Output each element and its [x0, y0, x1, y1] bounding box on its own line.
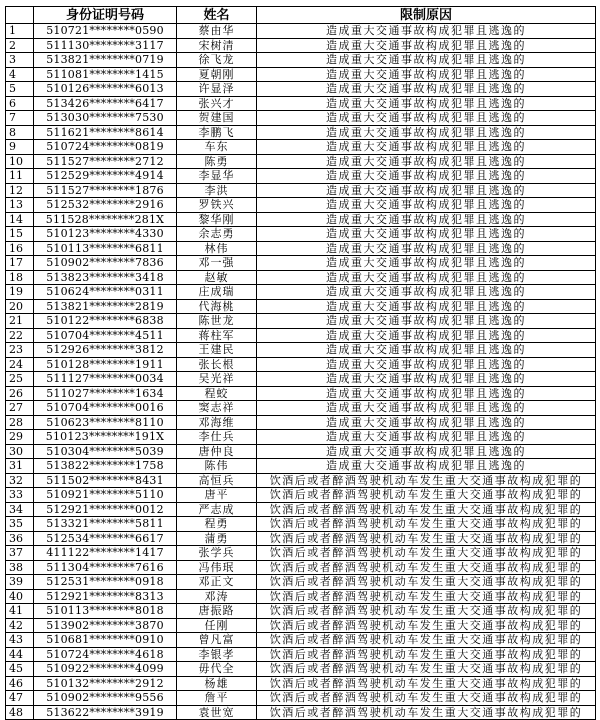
row-id-number: 510304********5039	[34, 444, 177, 459]
table-row	[6, 604, 596, 619]
row-id-number: 511528********281X	[34, 212, 177, 227]
table-row	[6, 488, 596, 503]
table-row	[6, 343, 596, 358]
row-number: 25	[6, 372, 34, 387]
table-row	[6, 212, 596, 227]
row-id-number: 510724********4618	[34, 647, 177, 662]
row-id-number: 513321********5811	[34, 517, 177, 532]
row-id-number: 512921********0012	[34, 502, 177, 517]
row-reason: 饮酒后或者醉酒驾驶机动车发生重大交通事故构成犯罪的	[257, 546, 596, 561]
row-reason: 饮酒后或者醉酒驾驶机动车发生重大交通事故构成犯罪的	[257, 517, 596, 532]
row-reason: 饮酒后或者醉酒驾驶机动车发生重大交通事故构成犯罪的	[257, 676, 596, 691]
row-reason: 造成重大交通事故构成犯罪且逃逸的	[257, 53, 596, 68]
row-id-number: 513822********1758	[34, 459, 177, 474]
row-reason: 饮酒后或者醉酒驾驶机动车发生重大交通事故构成犯罪的	[257, 502, 596, 517]
row-name: 赵敏	[177, 270, 257, 285]
table-row	[6, 502, 596, 517]
row-number: 24	[6, 357, 34, 372]
row-number: 20	[6, 299, 34, 314]
row-name: 程勇	[177, 517, 257, 532]
row-number: 39	[6, 575, 34, 590]
row-id-number: 512921********8313	[34, 589, 177, 604]
row-name: 曾凡富	[177, 633, 257, 648]
table-row	[6, 473, 596, 488]
row-id-number: 510902********7836	[34, 256, 177, 271]
row-id-number: 511527********1876	[34, 183, 177, 198]
table-row	[6, 38, 596, 53]
row-id-number: 510132********2912	[34, 676, 177, 691]
row-number: 45	[6, 662, 34, 677]
row-name: 吴光祥	[177, 372, 257, 387]
table-row	[6, 111, 596, 126]
row-id-number: 513823********3418	[34, 270, 177, 285]
row-reason: 造成重大交通事故构成犯罪且逃逸的	[257, 430, 596, 445]
row-number: 31	[6, 459, 34, 474]
table-row	[6, 691, 596, 706]
row-reason: 造成重大交通事故构成犯罪且逃逸的	[257, 285, 596, 300]
row-reason: 造成重大交通事故构成犯罪且逃逸的	[257, 343, 596, 358]
row-number: 17	[6, 256, 34, 271]
row-number: 33	[6, 488, 34, 503]
row-id-number: 511621********8614	[34, 125, 177, 140]
table-row	[6, 372, 596, 387]
row-number: 43	[6, 633, 34, 648]
row-id-number: 513622********3919	[34, 705, 177, 720]
row-reason: 造成重大交通事故构成犯罪且逃逸的	[257, 459, 596, 474]
row-name: 蔡由华	[177, 24, 257, 39]
row-id-number: 513030********7530	[34, 111, 177, 126]
table-row	[6, 299, 596, 314]
row-id-number: 511081********1415	[34, 67, 177, 82]
row-name: 贺建国	[177, 111, 257, 126]
row-id-number: 510921********5110	[34, 488, 177, 503]
row-reason: 造成重大交通事故构成犯罪且逃逸的	[257, 67, 596, 82]
table-row	[6, 401, 596, 416]
row-name: 程蛟	[177, 386, 257, 401]
row-id-number: 511304********7616	[34, 560, 177, 575]
table-row	[6, 546, 596, 561]
row-reason: 造成重大交通事故构成犯罪且逃逸的	[257, 183, 596, 198]
row-number: 2	[6, 38, 34, 53]
row-name: 唐平	[177, 488, 257, 503]
row-number: 19	[6, 285, 34, 300]
row-reason: 造成重大交通事故构成犯罪且逃逸的	[257, 198, 596, 213]
header-reason: 限制原因	[257, 7, 596, 24]
row-number: 14	[6, 212, 34, 227]
row-name: 袁世宽	[177, 705, 257, 720]
row-number: 34	[6, 502, 34, 517]
table-row	[6, 459, 596, 474]
row-name: 任刚	[177, 618, 257, 633]
row-name: 唐仲良	[177, 444, 257, 459]
row-reason: 造成重大交通事故构成犯罪且逃逸的	[257, 386, 596, 401]
row-name: 蒋柱军	[177, 328, 257, 343]
row-name: 林伟	[177, 241, 257, 256]
row-name: 严志成	[177, 502, 257, 517]
row-reason: 造成重大交通事故构成犯罪且逃逸的	[257, 270, 596, 285]
row-number: 16	[6, 241, 34, 256]
row-name: 庄成瑞	[177, 285, 257, 300]
table-row	[6, 705, 596, 720]
table-header-row	[6, 7, 596, 24]
row-reason: 造成重大交通事故构成犯罪且逃逸的	[257, 314, 596, 329]
row-number: 40	[6, 589, 34, 604]
table-row	[6, 444, 596, 459]
row-reason: 饮酒后或者醉酒驾驶机动车发生重大交通事故构成犯罪的	[257, 647, 596, 662]
table-row	[6, 227, 596, 242]
row-id-number: 510126********6013	[34, 82, 177, 97]
table-row	[6, 531, 596, 546]
row-id-number: 510721********0590	[34, 24, 177, 39]
row-reason: 饮酒后或者醉酒驾驶机动车发生重大交通事故构成犯罪的	[257, 705, 596, 720]
row-id-number: 510624********0311	[34, 285, 177, 300]
row-name: 杨雄	[177, 676, 257, 691]
row-reason: 饮酒后或者醉酒驾驶机动车发生重大交通事故构成犯罪的	[257, 531, 596, 546]
row-number: 38	[6, 560, 34, 575]
row-reason: 造成重大交通事故构成犯罪且逃逸的	[257, 357, 596, 372]
row-id-number: 510623********8110	[34, 415, 177, 430]
row-number: 32	[6, 473, 34, 488]
row-name: 陈世龙	[177, 314, 257, 329]
row-number: 11	[6, 169, 34, 184]
document-page	[5, 6, 596, 720]
row-name: 代海桃	[177, 299, 257, 314]
row-name: 邓正文	[177, 575, 257, 590]
row-number: 41	[6, 604, 34, 619]
row-name: 李鹏飞	[177, 125, 257, 140]
row-number: 4	[6, 67, 34, 82]
row-number: 28	[6, 415, 34, 430]
row-name: 邓一强	[177, 256, 257, 271]
row-id-number: 511527********2712	[34, 154, 177, 169]
row-reason: 饮酒后或者醉酒驾驶机动车发生重大交通事故构成犯罪的	[257, 575, 596, 590]
row-name: 邓海维	[177, 415, 257, 430]
row-name: 许显泽	[177, 82, 257, 97]
row-number: 26	[6, 386, 34, 401]
row-reason: 造成重大交通事故构成犯罪且逃逸的	[257, 444, 596, 459]
row-reason: 造成重大交通事故构成犯罪且逃逸的	[257, 372, 596, 387]
row-name: 宋树清	[177, 38, 257, 53]
table-row	[6, 517, 596, 532]
row-number: 13	[6, 198, 34, 213]
row-number: 1	[6, 24, 34, 39]
row-reason: 造成重大交通事故构成犯罪且逃逸的	[257, 140, 596, 155]
row-number: 5	[6, 82, 34, 97]
row-id-number: 510704********0016	[34, 401, 177, 416]
row-number: 15	[6, 227, 34, 242]
row-name: 王建民	[177, 343, 257, 358]
table-row	[6, 415, 596, 430]
row-reason: 饮酒后或者醉酒驾驶机动车发生重大交通事故构成犯罪的	[257, 633, 596, 648]
row-reason: 造成重大交通事故构成犯罪且逃逸的	[257, 328, 596, 343]
table-row	[6, 154, 596, 169]
row-number: 47	[6, 691, 34, 706]
row-name: 陈伟	[177, 459, 257, 474]
row-reason: 饮酒后或者醉酒驾驶机动车发生重大交通事故构成犯罪的	[257, 589, 596, 604]
table-row	[6, 53, 596, 68]
row-name: 张长根	[177, 357, 257, 372]
row-name: 李仕兵	[177, 430, 257, 445]
row-name: 夏朝刚	[177, 67, 257, 82]
row-number: 8	[6, 125, 34, 140]
row-id-number: 512534********6617	[34, 531, 177, 546]
row-reason: 造成重大交通事故构成犯罪且逃逸的	[257, 154, 596, 169]
row-name: 李洪	[177, 183, 257, 198]
row-reason: 造成重大交通事故构成犯罪且逃逸的	[257, 96, 596, 111]
row-reason: 饮酒后或者醉酒驾驶机动车发生重大交通事故构成犯罪的	[257, 604, 596, 619]
row-number: 3	[6, 53, 34, 68]
table-row	[6, 82, 596, 97]
row-name: 高恒兵	[177, 473, 257, 488]
row-reason: 造成重大交通事故构成犯罪且逃逸的	[257, 212, 596, 227]
table-row	[6, 169, 596, 184]
header-id-number: 身份证明号码	[34, 7, 177, 24]
row-number: 35	[6, 517, 34, 532]
row-id-number: 510113********8018	[34, 604, 177, 619]
row-number: 37	[6, 546, 34, 561]
row-name: 邓涛	[177, 589, 257, 604]
row-number: 48	[6, 705, 34, 720]
row-id-number: 512531********0918	[34, 575, 177, 590]
table-row	[6, 560, 596, 575]
row-id-number: 511027********1634	[34, 386, 177, 401]
table-body	[6, 24, 596, 720]
row-reason: 造成重大交通事故构成犯罪且逃逸的	[257, 256, 596, 271]
table-row	[6, 589, 596, 604]
row-name: 陈勇	[177, 154, 257, 169]
row-reason: 造成重大交通事故构成犯罪且逃逸的	[257, 401, 596, 416]
row-number: 23	[6, 343, 34, 358]
table-row	[6, 575, 596, 590]
row-name: 罗铁兴	[177, 198, 257, 213]
table-row	[6, 676, 596, 691]
row-name: 车东	[177, 140, 257, 155]
row-id-number: 510902********9556	[34, 691, 177, 706]
row-id-number: 511130********3117	[34, 38, 177, 53]
row-id-number: 512926********3812	[34, 343, 177, 358]
table-row	[6, 357, 596, 372]
row-number: 9	[6, 140, 34, 155]
row-id-number: 510122********6838	[34, 314, 177, 329]
row-number: 21	[6, 314, 34, 329]
row-reason: 造成重大交通事故构成犯罪且逃逸的	[257, 111, 596, 126]
table-row	[6, 647, 596, 662]
table-row	[6, 198, 596, 213]
table-row	[6, 386, 596, 401]
row-number: 10	[6, 154, 34, 169]
row-id-number: 510128********1911	[34, 357, 177, 372]
row-name: 冯伟珉	[177, 560, 257, 575]
row-number: 18	[6, 270, 34, 285]
row-number: 29	[6, 430, 34, 445]
row-id-number: 510922********4099	[34, 662, 177, 677]
row-id-number: 510704********4511	[34, 328, 177, 343]
row-number: 12	[6, 183, 34, 198]
table-row	[6, 328, 596, 343]
row-id-number: 513821********2819	[34, 299, 177, 314]
row-number: 30	[6, 444, 34, 459]
row-reason: 造成重大交通事故构成犯罪且逃逸的	[257, 415, 596, 430]
row-name: 余志勇	[177, 227, 257, 242]
row-reason: 造成重大交通事故构成犯罪且逃逸的	[257, 24, 596, 39]
table-row	[6, 96, 596, 111]
table-row	[6, 618, 596, 633]
row-name: 窦志祥	[177, 401, 257, 416]
row-id-number: 512532********2916	[34, 198, 177, 213]
row-number: 46	[6, 676, 34, 691]
row-number: 36	[6, 531, 34, 546]
row-reason: 饮酒后或者醉酒驾驶机动车发生重大交通事故构成犯罪的	[257, 488, 596, 503]
table-row	[6, 430, 596, 445]
row-reason: 饮酒后或者醉酒驾驶机动车发生重大交通事故构成犯罪的	[257, 618, 596, 633]
table-row	[6, 314, 596, 329]
table-row	[6, 256, 596, 271]
row-id-number: 411122********1417	[34, 546, 177, 561]
table-row	[6, 662, 596, 677]
row-name: 徐飞龙	[177, 53, 257, 68]
row-name: 张学兵	[177, 546, 257, 561]
row-id-number: 513902********3870	[34, 618, 177, 633]
row-number: 44	[6, 647, 34, 662]
row-number: 22	[6, 328, 34, 343]
table-row	[6, 633, 596, 648]
row-name: 唐振路	[177, 604, 257, 619]
row-id-number: 510681********0910	[34, 633, 177, 648]
row-reason: 饮酒后或者醉酒驾驶机动车发生重大交通事故构成犯罪的	[257, 662, 596, 677]
row-id-number: 510724********0819	[34, 140, 177, 155]
row-id-number: 511127********0034	[34, 372, 177, 387]
row-number: 27	[6, 401, 34, 416]
row-name: 毋代全	[177, 662, 257, 677]
row-reason: 造成重大交通事故构成犯罪且逃逸的	[257, 38, 596, 53]
header-name: 姓名	[177, 7, 257, 24]
row-reason: 饮酒后或者醉酒驾驶机动车发生重大交通事故构成犯罪的	[257, 473, 596, 488]
restriction-table	[5, 6, 596, 720]
row-number: 42	[6, 618, 34, 633]
row-name: 李显华	[177, 169, 257, 184]
row-id-number: 510113********6811	[34, 241, 177, 256]
row-reason: 造成重大交通事故构成犯罪且逃逸的	[257, 227, 596, 242]
row-reason: 造成重大交通事故构成犯罪且逃逸的	[257, 125, 596, 140]
table-row	[6, 270, 596, 285]
row-name: 张兴才	[177, 96, 257, 111]
row-reason: 造成重大交通事故构成犯罪且逃逸的	[257, 241, 596, 256]
row-name: 李银孝	[177, 647, 257, 662]
row-reason: 饮酒后或者醉酒驾驶机动车发生重大交通事故构成犯罪的	[257, 691, 596, 706]
table-row	[6, 183, 596, 198]
header-number	[6, 7, 34, 24]
table-row	[6, 285, 596, 300]
row-number: 6	[6, 96, 34, 111]
row-id-number: 510123********4330	[34, 227, 177, 242]
row-reason: 造成重大交通事故构成犯罪且逃逸的	[257, 82, 596, 97]
row-reason: 饮酒后或者醉酒驾驶机动车发生重大交通事故构成犯罪的	[257, 560, 596, 575]
row-id-number: 510123********191X	[34, 430, 177, 445]
row-id-number: 512529********4914	[34, 169, 177, 184]
row-id-number: 511502********8431	[34, 473, 177, 488]
table-row	[6, 125, 596, 140]
table-row	[6, 24, 596, 39]
row-name: 黎华刚	[177, 212, 257, 227]
table-row	[6, 140, 596, 155]
row-reason: 造成重大交通事故构成犯罪且逃逸的	[257, 299, 596, 314]
row-number: 7	[6, 111, 34, 126]
row-name: 詹平	[177, 691, 257, 706]
row-reason: 造成重大交通事故构成犯罪且逃逸的	[257, 169, 596, 184]
row-id-number: 513821********0719	[34, 53, 177, 68]
table-row	[6, 67, 596, 82]
row-name: 蒲勇	[177, 531, 257, 546]
table-row	[6, 241, 596, 256]
row-id-number: 513426********6417	[34, 96, 177, 111]
